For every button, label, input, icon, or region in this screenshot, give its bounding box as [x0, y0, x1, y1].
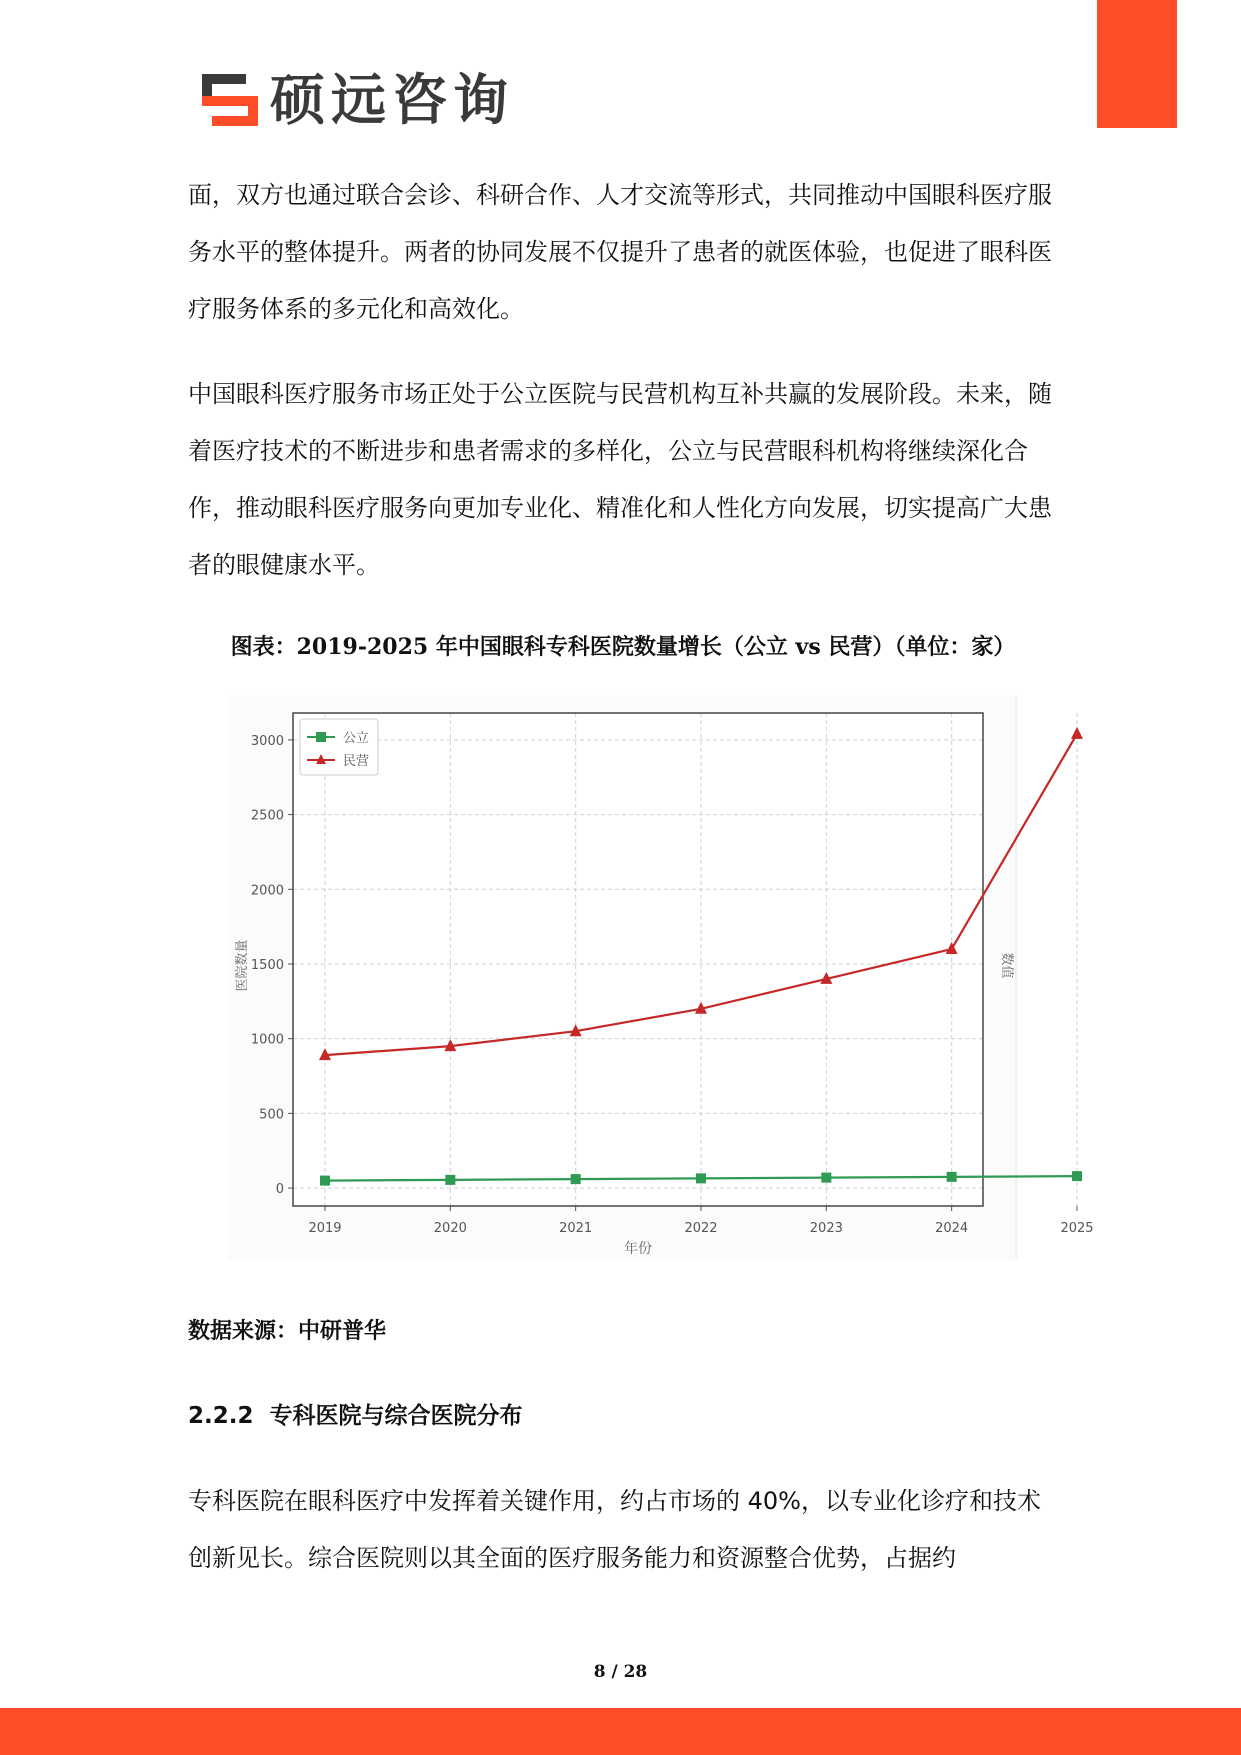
y-tick-label: 500: [259, 1107, 284, 1123]
legend-label: 公立: [343, 731, 370, 746]
y-tick-label: 2500: [250, 808, 284, 824]
footer-accent-bar: [0, 1708, 1241, 1755]
section-heading: [188, 1397, 523, 1430]
data-source-note: 数据来源：中研普华: [188, 1319, 387, 1344]
hospital-count-line-chart: [228, 695, 1094, 1260]
logo-mark-orange: [202, 96, 258, 126]
body-paragraph-2: 中国眼科医疗服务市场正处于公立医院与民营机构互补共赢的发展阶段。未来，随着医疗技术的不断进步和患者需求的多样化，公立与民营眼科机构将继续深化合作，推动眼科医疗服务向更加专业化、精准化和人性化方向发展，切实提高广大患者的眼健康水平。: [188, 380, 1052, 579]
page-number: 8 / 28: [593, 1662, 648, 1682]
legend-marker: [316, 732, 326, 742]
x-tick-label: 2021: [559, 1221, 593, 1236]
data-point-marker: [821, 1173, 831, 1183]
y-tick-label: 2000: [250, 883, 284, 899]
x-axis-title: 年份: [624, 1241, 652, 1257]
y-tick-label: 1000: [250, 1032, 284, 1048]
body-paragraph-3: 专科医院在眼科医疗中发挥着关键作用，约占市场的 40%，以专业化诊疗和技术创新见长。综合医院则以其全面的医疗服务能力和资源整合优势，占据约: [188, 1487, 1041, 1572]
body-paragraph-1: 面，双方也通过联合会诊、科研合作、人才交流等形式，共同推动中国眼科医疗服务水平的整体提升。两者的协同发展不仅提升了患者的就医体验，也促进了眼科医疗服务体系的多元化和高效化。: [188, 181, 1052, 323]
right-axis-title: 数值: [999, 952, 1014, 979]
logo-mark-grey: [202, 74, 246, 96]
x-tick-label: 2025: [1060, 1221, 1094, 1236]
data-point-marker: [1072, 1171, 1082, 1181]
data-point-marker: [947, 1172, 957, 1182]
legend-label: 民营: [343, 754, 370, 769]
section-title: 专科医院与综合医院分布: [269, 1403, 523, 1429]
brand-logo: [200, 70, 514, 130]
data-point-marker: [696, 1173, 706, 1183]
corner-accent-block: [1097, 0, 1177, 128]
figure-caption: 图表：2019-2025 年中国眼科专科医院数量增长（公立 vs 民营）（单位：家）: [230, 634, 1016, 660]
x-tick-label: 2019: [308, 1221, 342, 1236]
data-point-marker: [320, 1176, 330, 1186]
section-number: 2.2.2: [188, 1403, 254, 1429]
plot-area: [293, 713, 983, 1206]
x-tick-label: 2023: [809, 1221, 843, 1236]
y-tick-label: 1500: [250, 957, 284, 973]
y-tick-label: 0: [275, 1182, 284, 1198]
y-axis-title: 医院数量: [235, 939, 250, 992]
data-point-marker: [445, 1175, 455, 1185]
y-tick-label: 3000: [250, 733, 284, 749]
logo-mark-icon: [200, 72, 260, 128]
data-point-marker: [571, 1174, 581, 1184]
x-tick-label: 2020: [433, 1221, 467, 1236]
brand-name: 硕远咨询: [270, 68, 515, 132]
data-point-marker: [1071, 727, 1083, 739]
x-tick-label: 2022: [684, 1221, 718, 1236]
x-tick-label: 2024: [935, 1221, 969, 1236]
chart-container: [228, 695, 1094, 1260]
